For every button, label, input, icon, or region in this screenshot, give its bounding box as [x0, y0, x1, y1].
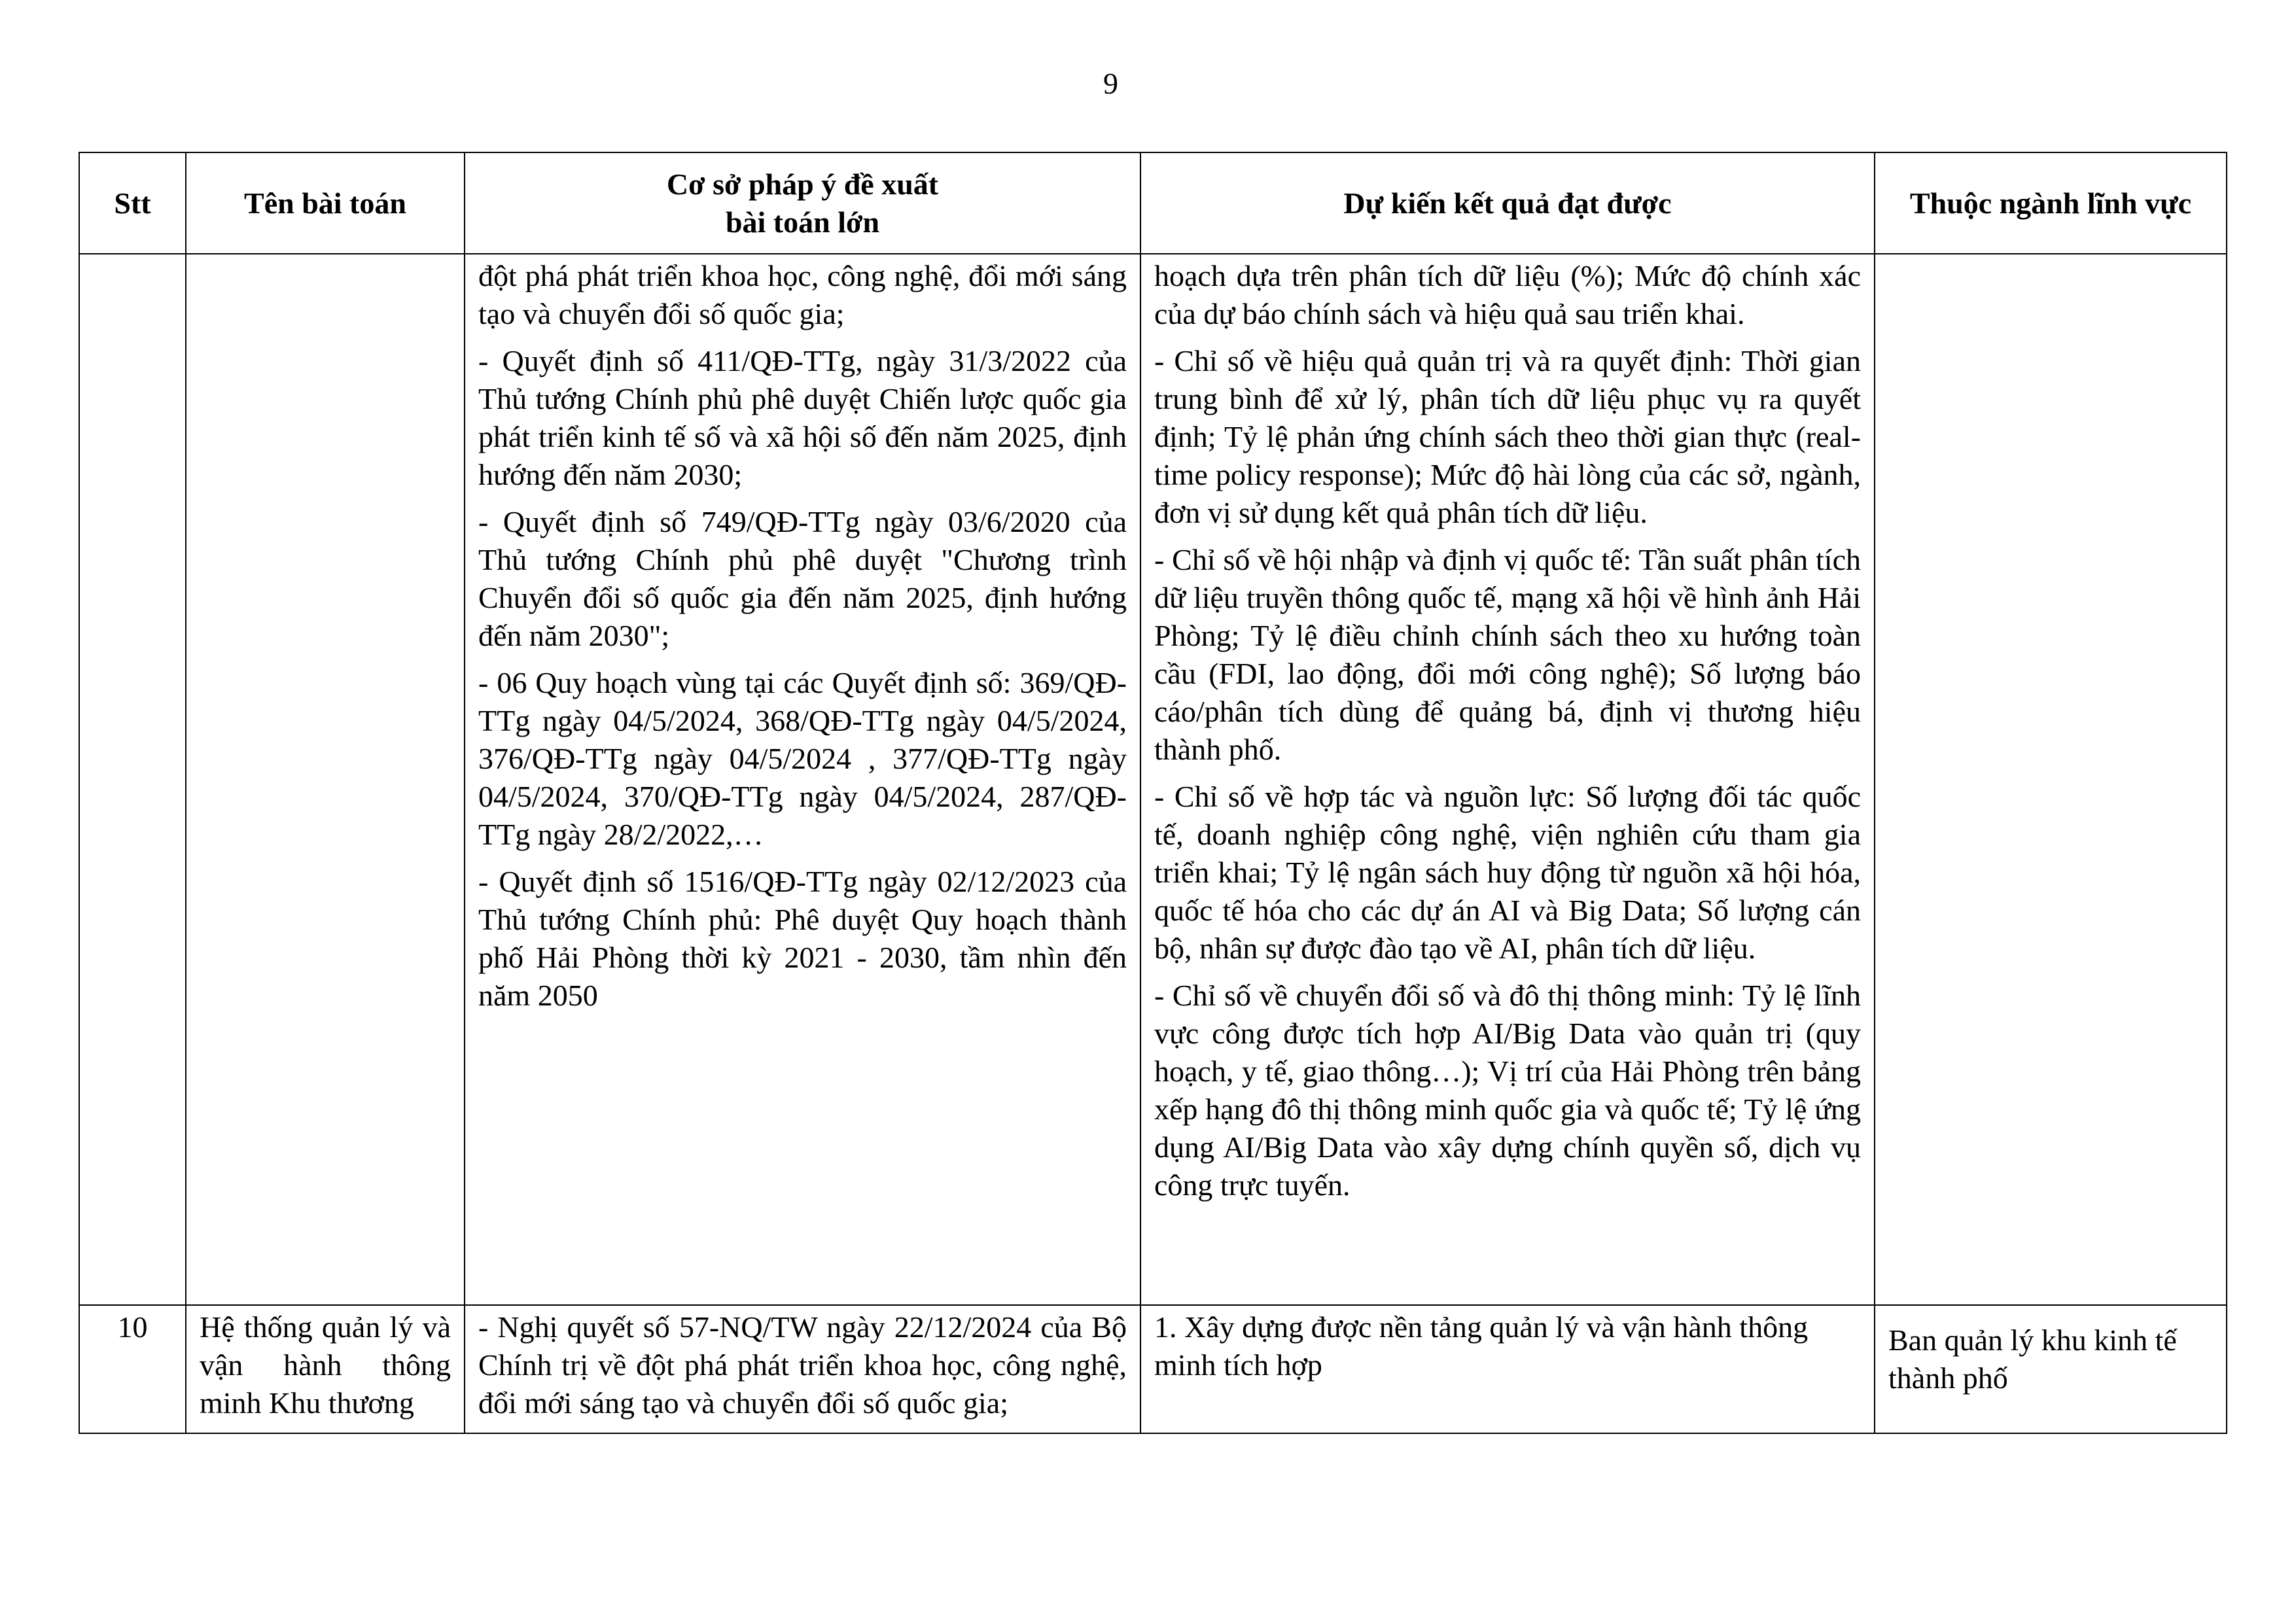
table-row: [79, 1305, 2227, 1433]
header-du-kien: Dự kiến kết quả đạt được: [1140, 152, 1875, 254]
du-kien-paragraph: 1. Xây dựng được nền tảng quản lý và vận hành thông minh tích hợp: [1154, 1310, 1809, 1382]
cell-thuoc-nganh: [1875, 1305, 2227, 1433]
co-so-paragraph: - 06 Quy hoạch vùng tại các Quyết định số: 369/QĐ-TTg ngày 04/5/2024, 368/QĐ-TTg ngày 04/5/2024, 376/QĐ-TTg ngày 04/5/2024 , 377/QĐ-TTg ngày 04/5/2024, 370/QĐ-TTg ngày 04/5/2024, 287/QĐ-TTg ngày 28/2/2022,…: [478, 666, 1127, 851]
co-so-paragraph: - Quyết định số 749/QĐ-TTg ngày 03/6/2020 của Thủ tướng Chính phủ phê duyệt "Chương trình Chuyển đổi số quốc gia đến năm 2025, định hướng đến năm 2030";: [478, 505, 1127, 652]
header-ten-bai-toan: Tên bài toán: [186, 152, 465, 254]
cell-du-kien: [1140, 1305, 1875, 1433]
du-kien-paragraph: - Chỉ số về hiệu quả quản trị và ra quyết định: Thời gian trung bình để xử lý, phân tích dữ liệu phục vụ ra quyết định; Tỷ lệ phản ứng chính sách theo thời gian thực (real-time policy response); Mức độ hài lòng của các sở, ngành, đơn vị sử dụng kết quả phân tích dữ liệu.: [1154, 344, 1861, 529]
co-so-paragraph: đột phá phát triển khoa học, công nghệ, đổi mới sáng tạo và chuyển đổi số quốc gia;: [478, 259, 1127, 330]
du-kien-paragraph: hoạch dựa trên phân tích dữ liệu (%); Mức độ chính xác của dự báo chính sách và hiệu quả sau triển khai.: [1154, 259, 1861, 330]
cell-thuoc-nganh: [1875, 254, 2227, 1305]
cell-co-so: [465, 1305, 1140, 1433]
co-so-paragraph: - Quyết định số 411/QĐ-TTg, ngày 31/3/2022 của Thủ tướng Chính phủ phê duyệt Chiến lược quốc gia phát triển kinh tế số và xã hội số đến năm 2025, định hướng đến năm 2030;: [478, 344, 1127, 491]
cell-stt: [79, 254, 186, 1305]
cell-ten-bai-toan: [186, 1305, 465, 1433]
problems-table: [79, 152, 2227, 1434]
page-number: 9: [1103, 67, 1118, 100]
thuoc-nganh-text: Ban quản lý khu kinh tế thành phố: [1888, 1323, 2177, 1395]
header-stt: Stt: [79, 152, 186, 254]
cell-ten-bai-toan: [186, 254, 465, 1305]
ten-bai-toan-text: Hệ thống quản lý và vận hành thông minh Khu thương: [200, 1310, 451, 1420]
co-so-paragraph: - Nghị quyết số 57-NQ/TW ngày 22/12/2024 của Bộ Chính trị về đột phá phát triển khoa học, công nghệ, đổi mới sáng tạo và chuyển đổi số quốc gia;: [478, 1310, 1127, 1420]
cell-co-so: [465, 254, 1140, 1305]
du-kien-paragraph: - Chỉ số về hợp tác và nguồn lực: Số lượng đối tác quốc tế, doanh nghiệp công nghệ, viện nghiên cứu tham gia triển khai; Tỷ lệ ngân sách huy động từ nguồn xã hội hóa, quốc tế hóa cho các dự án AI và Big Data; Số lượng cán bộ, nhân sự được đào tạo về AI, phân tích dữ liệu.: [1154, 780, 1861, 965]
table-row: [79, 254, 2227, 1305]
header-thuoc-nganh: Thuộc ngành lĩnh vực: [1875, 152, 2227, 254]
cell-stt: 10: [79, 1305, 186, 1433]
header-co-so-line2: bài toán lớn: [725, 205, 880, 239]
du-kien-paragraph: - Chỉ số về hội nhập và định vị quốc tế: Tần suất phân tích dữ liệu truyền thông quốc tế, mạng xã hội về hình ảnh Hải Phòng; Tỷ lệ điều chỉnh chính sách theo xu hướng toàn cầu (FDI, lao động, đổi mới công nghệ); Số lượng báo cáo/phân tích dùng để quảng bá, định vị thương hiệu thành phố.: [1154, 543, 1861, 766]
table-header-row: [79, 152, 2227, 254]
du-kien-paragraph: - Chỉ số về chuyển đổi số và đô thị thông minh: Tỷ lệ lĩnh vực công được tích hợp AI/Big Data vào quản trị (quy hoạch, y tế, giao thông…); Vị trí của Hải Phòng trên bảng xếp hạng đô thị thông minh quốc gia và quốc tế; Tỷ lệ ứng dụng AI/Big Data vào xây dựng chính quyền số, dịch vụ công trực tuyến.: [1154, 979, 1861, 1202]
cell-du-kien: [1140, 254, 1875, 1305]
co-so-paragraph: - Quyết định số 1516/QĐ-TTg ngày 02/12/2023 của Thủ tướng Chính phủ: Phê duyệt Quy hoạch thành phố Hải Phòng thời kỳ 2021 - 2030, tầm nhìn đến năm 2050: [478, 865, 1127, 1012]
header-co-so-line1: Cơ sở pháp ý đề xuất: [666, 167, 939, 201]
header-co-so: [465, 152, 1140, 254]
